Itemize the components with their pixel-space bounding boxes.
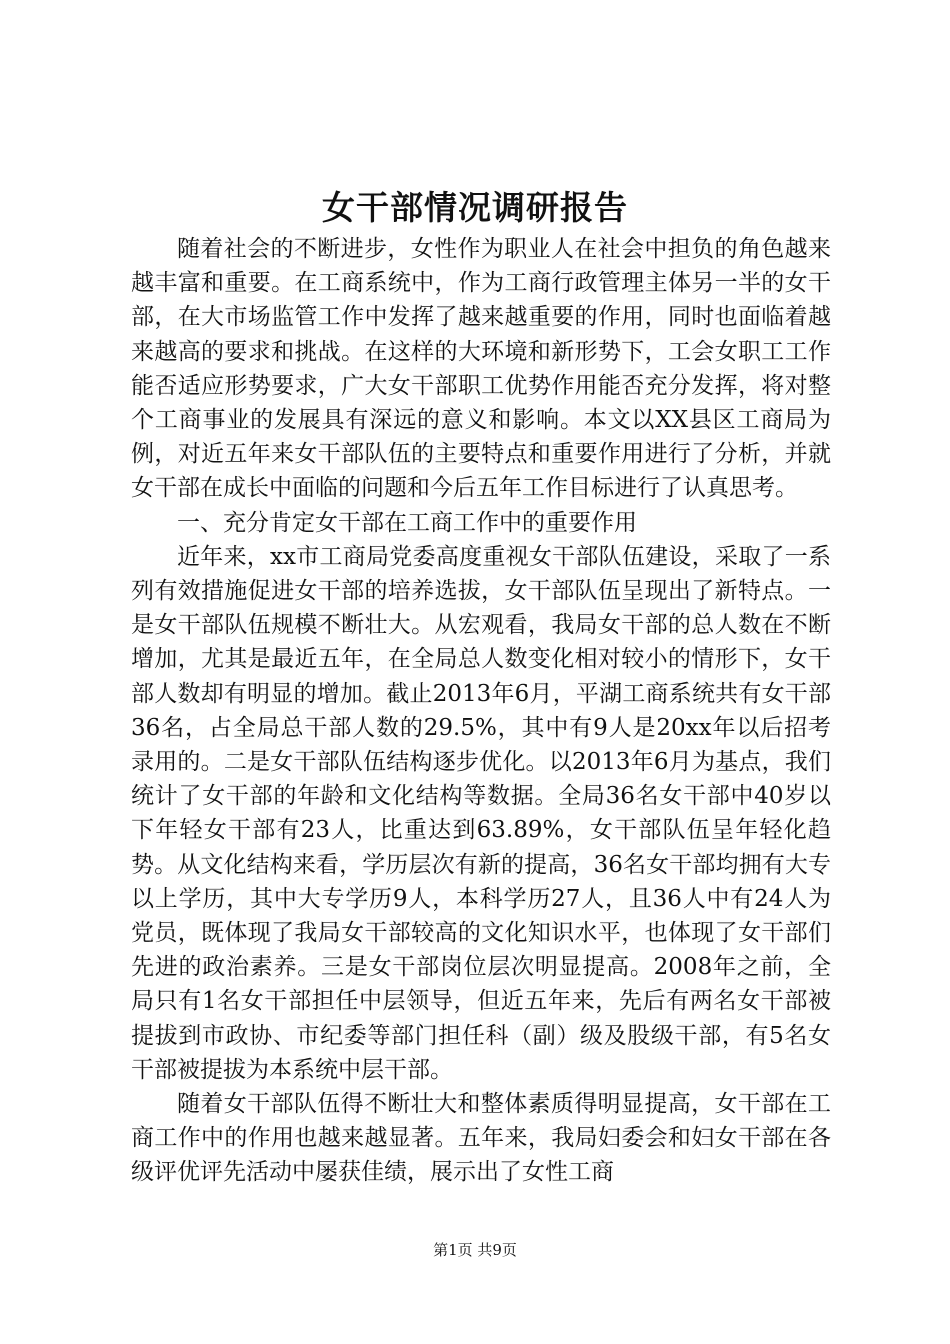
paragraph-intro: 随着社会的不断进步，女性作为职业人在社会中担负的角色越来越丰富和重要。在工商系统中，作为工商行政管理主体另一半的女干部，在大市场监管工作中发挥了越来越重要的作用，同时也面临着越来越高的要求和挑战。在这样的大环境和新形势下，工会女职工工作能否适应形势要求，广大女干部职工优势作用能否充分发挥，将对整个工商事业的发展具有深远的意义和影响。本文以XX县区工商局为例，对近五年来女干部队伍的主要特点和重要作用进行了分析，并就女干部在成长中面临的问题和今后五年工作目标进行了认真思考。 xyxy=(131,236,831,502)
document-body xyxy=(131,232,831,1190)
paragraph-section-1-continued: 随着女干部队伍得不断壮大和整体素质得明显提高，女干部在工商工作中的作用也越来越显著。五年来，我局妇委会和妇女干部在各级评优评先活动中屡获佳绩，展示出了女性工商 xyxy=(131,1091,831,1186)
document-title: 女干部情况调研报告 xyxy=(322,188,628,227)
paragraph-section-1: 近年来，xx市工商局党委高度重视女干部队伍建设，采取了一系列有效措施促进女干部的培养选拔，女干部队伍呈现出了新特点。一是女干部队伍规模不断壮大。从宏观看，我局女干部的总人数在不断增加，尤其是最近五年，在全局总人数变化相对较小的情形下，女干部人数却有明显的增加。截止2013年6月，平湖工商系统共有女干部36名，占全局总干部人数的29.5%，其中有9人是20xx年以后招考录用的。二是女干部队伍结构逐步优化。以2013年6月为基点，我们统计了女干部的年龄和文化结构等数据。全局36名女干部中40岁以下年轻女干部有23人，比重达到63.89%，女干部队伍呈年轻化趋势。从文化结构来看，学历层次有新的提高，36名女干部均拥有大专以上学历，其中大专学历9人，本科学历27人，且36人中有24人为党员，既体现了我局女干部较高的文化知识水平，也体现了女干部们先进的政治素养。三是女干部岗位层次明显提高。2008年之前，全局只有1名女干部担任中层领导，但近五年来，先后有两名女干部被提拔到市政协、市纪委等部门担任科（副）级及股级干部，有5名女干部被提拔为本系统中层干部。 xyxy=(131,543,831,1083)
page-footer: 第1页 共9页 xyxy=(433,1241,517,1259)
section-heading-1: 一、充分肯定女干部在工商工作中的重要作用 xyxy=(177,509,637,536)
